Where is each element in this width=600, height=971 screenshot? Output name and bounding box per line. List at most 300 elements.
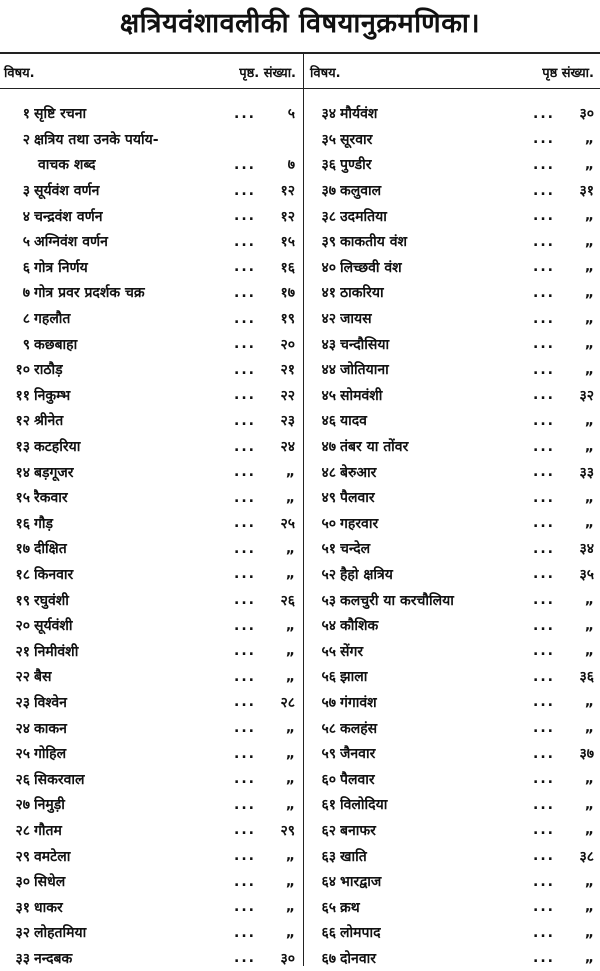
entry-page-number: „ — [285, 848, 295, 865]
entry-title: तंबर या तोंवर — [340, 439, 409, 456]
entry-title: निकुम्भ — [34, 387, 71, 404]
entry-page-number: २८ — [280, 694, 295, 711]
toc-entry — [306, 869, 600, 895]
entry-title: काकतीय वंश — [340, 234, 408, 251]
entry-number: १५ — [15, 490, 30, 507]
leader-dots: ... — [533, 796, 555, 813]
entry-title: खाति — [340, 848, 367, 865]
page-number-header: पृष्ठ. संख्या. — [239, 66, 296, 81]
entry-page-number: ३७ — [579, 746, 594, 763]
toc-entry — [0, 715, 301, 741]
entry-page-number: १६ — [280, 259, 295, 276]
entry-title: वमटेला — [34, 848, 71, 865]
leader-dots: ... — [533, 233, 555, 250]
leader-dots: ... — [234, 720, 256, 737]
entry-number: १ — [22, 106, 30, 123]
leader-dots: ... — [533, 899, 555, 916]
entry-title: ठाकरिया — [340, 285, 384, 302]
entry-title: उदमतिया — [340, 208, 387, 225]
entry-title: रैकवार — [34, 490, 68, 507]
entry-page-number: „ — [285, 745, 295, 762]
entry-title: हैहो क्षत्रिय — [340, 566, 393, 583]
leader-dots: ... — [234, 361, 256, 378]
leader-dots: ... — [533, 438, 555, 455]
leader-dots: ... — [234, 105, 256, 122]
entry-title: अग्निवंश वर्णन — [34, 234, 108, 251]
entry-title: नन्दबक — [34, 950, 73, 967]
leader-dots: ... — [234, 540, 256, 557]
entry-page-number: २१ — [280, 362, 295, 379]
entry-page-number: २० — [280, 336, 295, 353]
entry-page-number: „ — [584, 617, 594, 634]
leader-dots: ... — [234, 873, 256, 890]
leader-dots: ... — [234, 566, 256, 583]
entry-page-number: „ — [584, 771, 594, 788]
entry-page-number: „ — [285, 771, 295, 788]
entry-title: राठौड़ — [34, 362, 63, 379]
toc-entry — [306, 715, 600, 741]
entry-page-number: १२ — [280, 183, 295, 200]
entry-title: यादव — [340, 413, 367, 430]
entry-title: गोत्र निर्णय — [34, 259, 88, 276]
leader-dots: ... — [234, 182, 256, 199]
entry-title: रघुवंशी — [34, 592, 69, 609]
entry-page-number: „ — [285, 617, 295, 634]
toc-entry — [0, 101, 301, 127]
entry-page-number: „ — [584, 438, 594, 455]
toc-entry — [0, 408, 301, 434]
entry-number: ५५ — [321, 643, 336, 660]
leader-dots: ... — [533, 387, 555, 404]
entry-number: ९ — [22, 336, 30, 353]
entry-number: २ — [22, 131, 30, 148]
leader-dots: ... — [533, 873, 555, 890]
toc-entry — [306, 101, 600, 127]
entry-page-number: „ — [584, 720, 594, 737]
leader-dots: ... — [533, 489, 555, 506]
leader-dots: ... — [533, 336, 555, 353]
entry-page-number: „ — [584, 310, 594, 327]
entry-title: लिच्छवी वंश — [340, 259, 402, 276]
leader-dots: ... — [533, 412, 555, 429]
entry-number: ३ — [22, 183, 30, 200]
entry-page-number: „ — [584, 643, 594, 660]
leader-dots: ... — [533, 361, 555, 378]
toc-entry — [0, 485, 301, 511]
entry-page-number: १७ — [280, 285, 295, 302]
entry-title: जायस — [340, 311, 372, 328]
toc-entry — [0, 664, 301, 690]
toc-entry — [0, 203, 301, 229]
entry-number: ६१ — [321, 797, 336, 814]
entry-title: लोहतमिया — [34, 925, 87, 942]
toc-entry — [0, 587, 301, 613]
leader-dots: ... — [533, 822, 555, 839]
entry-page-number: „ — [285, 720, 295, 737]
entry-number: २२ — [15, 669, 30, 686]
entry-page-number: „ — [584, 796, 594, 813]
entry-page-number: ३२ — [579, 387, 594, 404]
leader-dots: ... — [533, 745, 555, 762]
entry-number: ४१ — [321, 285, 336, 302]
entry-page-number: ३१ — [579, 183, 594, 200]
left-entries — [0, 101, 301, 971]
entry-number: ६७ — [321, 950, 336, 967]
entry-number: ५३ — [321, 592, 336, 609]
leader-dots: ... — [234, 489, 256, 506]
entry-page-number: २९ — [280, 822, 295, 839]
leader-dots: ... — [234, 848, 256, 865]
entry-number: ६ — [22, 259, 30, 276]
column-divider — [303, 52, 304, 966]
leader-dots: ... — [234, 438, 256, 455]
entry-page-number: „ — [584, 131, 594, 148]
toc-entry — [0, 562, 301, 588]
leader-dots: ... — [234, 336, 256, 353]
entry-number: १७ — [15, 541, 30, 558]
entry-title: गौड़ — [34, 515, 53, 532]
entry-page-number: „ — [584, 592, 594, 609]
entry-number: ४९ — [321, 490, 336, 507]
leader-dots: ... — [533, 643, 555, 660]
entry-title: बैस — [34, 669, 52, 686]
entry-number: ५९ — [321, 746, 336, 763]
entry-title: सृष्टि रचना — [34, 106, 87, 123]
toc-entry — [0, 280, 301, 306]
toc-entry — [0, 920, 301, 946]
leader-dots: ... — [234, 950, 256, 967]
toc-entry — [306, 306, 600, 332]
entry-title: पुण्डीर — [340, 157, 372, 174]
toc-entry — [306, 843, 600, 869]
toc-entry — [306, 408, 600, 434]
subject-header: विषय. — [4, 66, 35, 81]
entry-number: ३६ — [321, 157, 336, 174]
entry-title: श्रीनेत — [34, 413, 64, 430]
entry-title: गहरवार — [340, 515, 379, 532]
entry-number: ४८ — [321, 464, 336, 481]
entry-page-number: २२ — [280, 387, 295, 404]
entry-number: ६६ — [321, 925, 336, 942]
entry-title: निमुड़ी — [34, 797, 65, 814]
toc-entry — [306, 383, 600, 409]
entry-title: सोमवंशी — [340, 387, 383, 404]
entry-page-number: २५ — [280, 515, 295, 532]
entry-page-number: २३ — [280, 413, 295, 430]
entry-page-number: „ — [584, 873, 594, 890]
entry-number: ३९ — [321, 234, 336, 251]
entry-number: ३५ — [321, 131, 336, 148]
entry-number: ४४ — [321, 362, 336, 379]
entry-number: २६ — [15, 771, 30, 788]
entry-page-number: ३० — [579, 106, 594, 123]
entry-number: ३३ — [15, 950, 30, 967]
entry-page-number: „ — [584, 284, 594, 301]
entry-title: कछबाहा — [34, 336, 78, 353]
entry-number: ६४ — [321, 874, 336, 891]
leader-dots: ... — [234, 259, 256, 276]
leader-dots: ... — [234, 387, 256, 404]
entry-title: बनाफर — [340, 822, 376, 839]
entry-title: कौशिक — [340, 618, 379, 635]
entry-page-number: ३८ — [579, 848, 594, 865]
leader-dots: ... — [533, 720, 555, 737]
leader-dots: ... — [234, 412, 256, 429]
toc-entry — [0, 792, 301, 818]
entry-number: ५० — [321, 515, 336, 532]
entry-page-number: „ — [584, 208, 594, 225]
leader-dots: ... — [234, 284, 256, 301]
toc-entry — [0, 946, 301, 971]
entry-number: ५७ — [321, 694, 336, 711]
entry-title: दीक्षित — [34, 541, 67, 558]
entry-number: ४० — [321, 259, 336, 276]
entry-number: ३४ — [321, 106, 336, 123]
entry-title: वाचक शब्द — [38, 157, 96, 174]
entry-page-number: „ — [285, 566, 295, 583]
entry-page-number: „ — [285, 924, 295, 941]
toc-entry — [0, 894, 301, 920]
entry-title: विश्वेन — [34, 694, 67, 711]
entry-title: सूर्यवंशी — [34, 618, 73, 635]
entry-title: काकन — [34, 720, 67, 737]
entry-title: गोहिल — [34, 746, 67, 763]
toc-entry — [0, 306, 301, 332]
toc-entry — [306, 766, 600, 792]
entry-number: २३ — [15, 694, 30, 711]
entry-title: कलचुरी या करचौलिया — [340, 592, 454, 609]
leader-dots: ... — [234, 796, 256, 813]
toc-entry — [0, 459, 301, 485]
leader-dots: ... — [533, 617, 555, 634]
entry-title: पैलवार — [340, 771, 375, 788]
toc-entry — [306, 664, 600, 690]
entry-title: लोमपाद — [340, 925, 381, 942]
entry-number: ५६ — [321, 669, 336, 686]
leader-dots: ... — [533, 924, 555, 941]
leader-dots: ... — [533, 105, 555, 122]
entry-page-number: „ — [285, 643, 295, 660]
entry-number: २९ — [15, 848, 30, 865]
page-title: क्षत्रियवंशावलीकी विषयानुक्रमणिका। — [119, 8, 481, 39]
entry-number: १९ — [15, 592, 30, 609]
leader-dots: ... — [533, 284, 555, 301]
entry-page-number: „ — [584, 156, 594, 173]
leader-dots: ... — [533, 464, 555, 481]
right-entries — [306, 101, 600, 971]
leader-dots: ... — [533, 848, 555, 865]
entry-number: ८ — [22, 311, 30, 328]
leader-dots: ... — [234, 208, 256, 225]
entry-page-number: „ — [584, 336, 594, 353]
entry-number: ३१ — [15, 899, 30, 916]
entry-page-number: ५ — [287, 106, 295, 123]
entry-page-number: „ — [285, 540, 295, 557]
entry-title: झाला — [340, 669, 368, 686]
toc-entry — [0, 818, 301, 844]
entry-page-number: „ — [584, 694, 594, 711]
entry-number: ७ — [22, 285, 30, 302]
toc-entry — [306, 741, 600, 767]
entry-title: निमीवंशी — [34, 643, 79, 660]
leader-dots: ... — [533, 694, 555, 711]
entry-number: १२ — [15, 413, 30, 430]
top-rule — [0, 52, 600, 54]
entry-number: ५२ — [321, 566, 336, 583]
entry-number: ६० — [321, 771, 336, 788]
entry-page-number: „ — [584, 412, 594, 429]
entry-title: चन्देल — [340, 541, 371, 558]
leader-dots: ... — [533, 259, 555, 276]
entry-title: चन्द्रवंश वर्णन — [34, 208, 103, 225]
entry-page-number: „ — [584, 259, 594, 276]
entry-number: ५४ — [321, 618, 336, 635]
page-number-header: पृष्ठ संख्या. — [542, 66, 594, 81]
toc-entry — [306, 613, 600, 639]
leader-dots: ... — [234, 310, 256, 327]
leader-dots: ... — [234, 694, 256, 711]
leader-dots: ... — [533, 131, 555, 148]
entry-page-number: ३६ — [579, 669, 594, 686]
entry-title: सिधेल — [34, 874, 66, 891]
entry-page-number: „ — [584, 515, 594, 532]
leader-dots: ... — [533, 950, 555, 967]
toc-entry — [306, 946, 600, 971]
entry-number: १४ — [15, 464, 30, 481]
entry-page-number: ३५ — [579, 566, 594, 583]
entry-number: २५ — [15, 746, 30, 763]
toc-entry — [306, 485, 600, 511]
entry-number: ४६ — [321, 413, 336, 430]
entry-title: सूर्यवंश वर्णन — [34, 183, 100, 200]
toc-entry — [306, 818, 600, 844]
entry-title: किनवार — [34, 566, 74, 583]
toc-entry — [0, 178, 301, 204]
toc-entry — [0, 383, 301, 409]
leader-dots: ... — [234, 617, 256, 634]
right-column-header — [310, 60, 594, 84]
entry-title: भारद्वाज — [340, 874, 382, 891]
entry-title: गहलौत — [34, 311, 71, 328]
leader-dots: ... — [234, 822, 256, 839]
entry-number: ११ — [15, 387, 30, 404]
entry-title: गौतम — [34, 822, 62, 839]
leader-dots: ... — [533, 182, 555, 199]
left-column-header — [4, 60, 296, 84]
entry-page-number: „ — [584, 950, 594, 967]
leader-dots: ... — [234, 233, 256, 250]
toc-entry — [306, 178, 600, 204]
entry-number: ६२ — [321, 822, 336, 839]
entry-page-number: „ — [584, 822, 594, 839]
entry-number: ४ — [22, 208, 30, 225]
toc-entry — [306, 562, 600, 588]
entry-page-number: २४ — [280, 439, 295, 456]
toc-entry — [306, 152, 600, 178]
toc-entry — [306, 894, 600, 920]
entry-page-number: „ — [584, 233, 594, 250]
toc-entry — [0, 229, 301, 255]
entry-title: दोनवार — [340, 950, 376, 967]
leader-dots: ... — [234, 515, 256, 532]
entry-title: सूरवार — [340, 131, 373, 148]
toc-entry — [306, 434, 600, 460]
entry-page-number: „ — [285, 899, 295, 916]
toc-entry — [0, 255, 301, 281]
entry-page-number: १२ — [280, 208, 295, 225]
toc-entry — [0, 536, 301, 562]
entry-page-number: ७ — [287, 157, 295, 174]
subject-header: विषय. — [310, 66, 341, 81]
leader-dots: ... — [533, 566, 555, 583]
toc-entry — [306, 511, 600, 537]
entry-page-number: „ — [584, 361, 594, 378]
leader-dots: ... — [533, 156, 555, 173]
toc-entry — [306, 920, 600, 946]
leader-dots: ... — [234, 643, 256, 660]
toc-entry — [0, 331, 301, 357]
toc-entry — [306, 638, 600, 664]
entry-title: विलोदिया — [340, 797, 388, 814]
entry-title: गोत्र प्रवर प्रदर्शक चक्र — [34, 285, 145, 302]
entry-number: ५८ — [321, 720, 336, 737]
entry-number: ६३ — [321, 848, 336, 865]
toc-entry — [0, 869, 301, 895]
entry-page-number: ३० — [280, 950, 295, 967]
entry-number: ६५ — [321, 899, 336, 916]
leader-dots: ... — [533, 668, 555, 685]
toc-entry — [0, 152, 301, 178]
entry-page-number: „ — [285, 668, 295, 685]
entry-title: कलुवाल — [340, 183, 382, 200]
entry-title: चन्दौसिया — [340, 336, 390, 353]
entry-page-number: १९ — [280, 311, 295, 328]
entry-number: ४५ — [321, 387, 336, 404]
entry-title: सिकरवाल — [34, 771, 85, 788]
entry-number: ३० — [15, 874, 30, 891]
entry-title: धाकर — [34, 899, 63, 916]
entry-number: २८ — [15, 822, 30, 839]
entry-page-number: „ — [584, 899, 594, 916]
entry-page-number: „ — [285, 796, 295, 813]
entry-number: ३७ — [321, 183, 336, 200]
toc-entry — [306, 357, 600, 383]
toc-entry — [0, 766, 301, 792]
entry-page-number: ३४ — [579, 541, 594, 558]
entry-page-number: ३३ — [579, 464, 594, 481]
leader-dots: ... — [234, 668, 256, 685]
toc-entry — [306, 203, 600, 229]
leader-dots: ... — [533, 310, 555, 327]
entry-number: १० — [15, 362, 30, 379]
entry-number: ३२ — [15, 925, 30, 942]
entry-title: बेरुआर — [340, 464, 377, 481]
toc-entry — [0, 843, 301, 869]
leader-dots: ... — [533, 515, 555, 532]
entry-number: २१ — [15, 643, 30, 660]
leader-dots: ... — [533, 592, 555, 609]
toc-entry — [306, 690, 600, 716]
toc-entry — [306, 229, 600, 255]
header-rule — [0, 88, 600, 89]
leader-dots: ... — [234, 899, 256, 916]
toc-entry — [306, 255, 600, 281]
entry-number: ४२ — [321, 311, 336, 328]
leader-dots: ... — [234, 464, 256, 481]
leader-dots: ... — [234, 924, 256, 941]
entry-page-number: „ — [285, 873, 295, 890]
entry-page-number: „ — [285, 464, 295, 481]
